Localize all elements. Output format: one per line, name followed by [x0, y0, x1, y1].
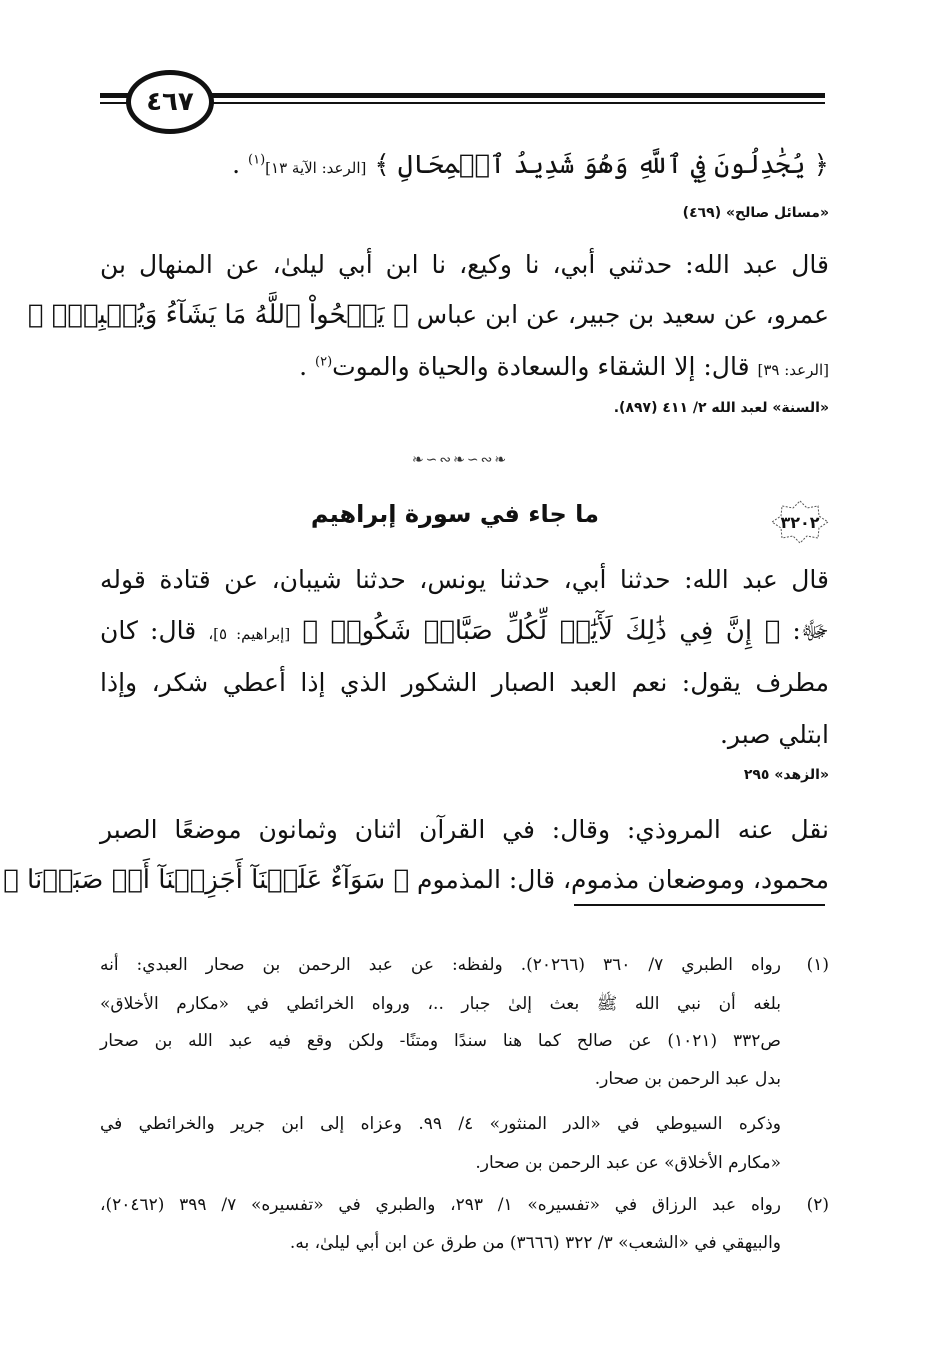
footnote-line: رواه عبد الرزاق في «تفسيره» ١/ ٢٩٣، والطبري في «تفسيره» ٧/ ٣٩٩ (٢٠٤٦٢)، — [100, 1195, 781, 1215]
verse-reference: [إبراهيم: ٥]، — [208, 625, 291, 643]
narration-line: قال عبد الله: حدثنا أبي، حدثنا يونس، حدثنا شيبان، عن قتادة قوله — [100, 565, 829, 594]
source-citation: «الزهد» ٢٩٥ — [743, 767, 829, 783]
section-divider-ornament: ❧∽∾❧∽∾❧ — [411, 452, 509, 468]
narration-line — [299, 352, 829, 381]
narration-line — [100, 615, 829, 652]
footnote-line: والبيهقي في «الشعب» ٣/ ٣٢٢ (٣٦٦٦) من طرق عن ابن أبي ليلىٰ، به. — [289, 1233, 781, 1253]
footnote-line: بلغه أن نبي الله ﷺ بعث إلىٰ جبار ..، ورواه الخرائطي في «مكارم الأخلاق» — [100, 994, 781, 1014]
ayah-top-line — [232, 150, 829, 180]
section-number-badge — [771, 500, 829, 544]
narration-line — [3, 865, 829, 895]
narration-text: قال: إلا الشقاء والسعادة والحياة والموت — [332, 352, 750, 381]
section-number: ٣٢٠٢ — [780, 512, 820, 532]
sentence-end: . — [232, 150, 241, 179]
footnote-line: «مكارم الأخلاق» عن عبد الرحمن بن صحار. — [475, 1153, 781, 1173]
quran-verse: ﴿ سَوَآءٌ عَلَيۡنَآ أَجَزِعۡنَآ أَمۡ صَبَرۡنَا ﴾ — [3, 865, 410, 895]
narration-text: قال: كان — [100, 616, 197, 645]
narration-text: ﷻ: — [792, 616, 829, 645]
source-citation: «السنة» لعبد الله ٢/ ٤١١ (٨٩٧). — [613, 400, 829, 416]
narration-line: قال عبد الله: حدثني أبي، نا وكيع، نا ابن أبي ليلىٰ، عن المنهال بن — [100, 250, 829, 279]
narration-line: نقل عنه المروذي: وقال: في القرآن اثنان وثمانون موضعًا الصبر — [100, 815, 829, 844]
quran-verse: ﴿ إِنَّ فِي ذَٰلِكَ لَأٓيَٰتٖ لِّكُلِّ صَبَّارٖ شَكُورٖ ﴾ — [302, 616, 781, 646]
footnote-number: (٢) — [806, 1195, 829, 1215]
verse-reference: [الرعد: ٣٩] — [757, 361, 829, 379]
narration-text: محمود، وموضعان مذموم، قال: المذموم — [417, 865, 829, 894]
source-citation: «مسائل صالح» (٤٦٩) — [682, 205, 829, 221]
page-number: ٤٦٧ — [126, 70, 214, 134]
quran-verse: ﴿ يَمۡحُواْ ٱللَّهُ مَا يَشَآءُ وَيُثۡبِتُۖ ﴾ — [27, 300, 409, 330]
footnote-separator — [574, 904, 825, 906]
footnote-marker[interactable]: (٢) — [315, 354, 333, 370]
sentence-end: . — [299, 352, 308, 381]
footnote-line: ص٣٣٢ (١٠٢١) عن صالح كما هنا سندًا ومتنًا- ولكن وقع فيه عبد الله بن صحار — [100, 1031, 781, 1051]
narration-line: مطرف يقول: نعم العبد الصبار الشكور الذي إذا أعطي شكر، وإذا — [100, 668, 829, 697]
footnote-marker[interactable]: (١) — [248, 152, 266, 168]
narration-line — [27, 300, 829, 330]
narration-text: عمرو، عن سعيد بن جبير، عن ابن عباس — [416, 300, 829, 329]
footnote-number: (١) — [806, 955, 829, 975]
narration-line: ابتلي صبر. — [719, 720, 829, 749]
footnote-line: رواه الطبري ٧/ ٣٦٠ (٢٠٢٦٦). ولفظه: عن عبد الرحمن بن صحار العبدي: أنه — [100, 955, 781, 975]
section-title: ما جاء في سورة إبراهيم — [310, 500, 599, 528]
verse-reference: [الرعد: الآية ١٣] — [265, 159, 367, 177]
footnote-line: وذكره السيوطي في «الدر المنثور» ٤/ ٩٩. وعزاه إلى ابن جرير والخرائطي في — [100, 1114, 781, 1134]
quran-verse: ﴿ يُجَٰدِلُونَ فِي ٱللَّهِ وَهُوَ شَدِيدُ ٱلۡمِحَالِ ﴾ — [374, 150, 829, 180]
footnote-line: بدل عبد الرحمن بن صحار. — [594, 1069, 781, 1089]
